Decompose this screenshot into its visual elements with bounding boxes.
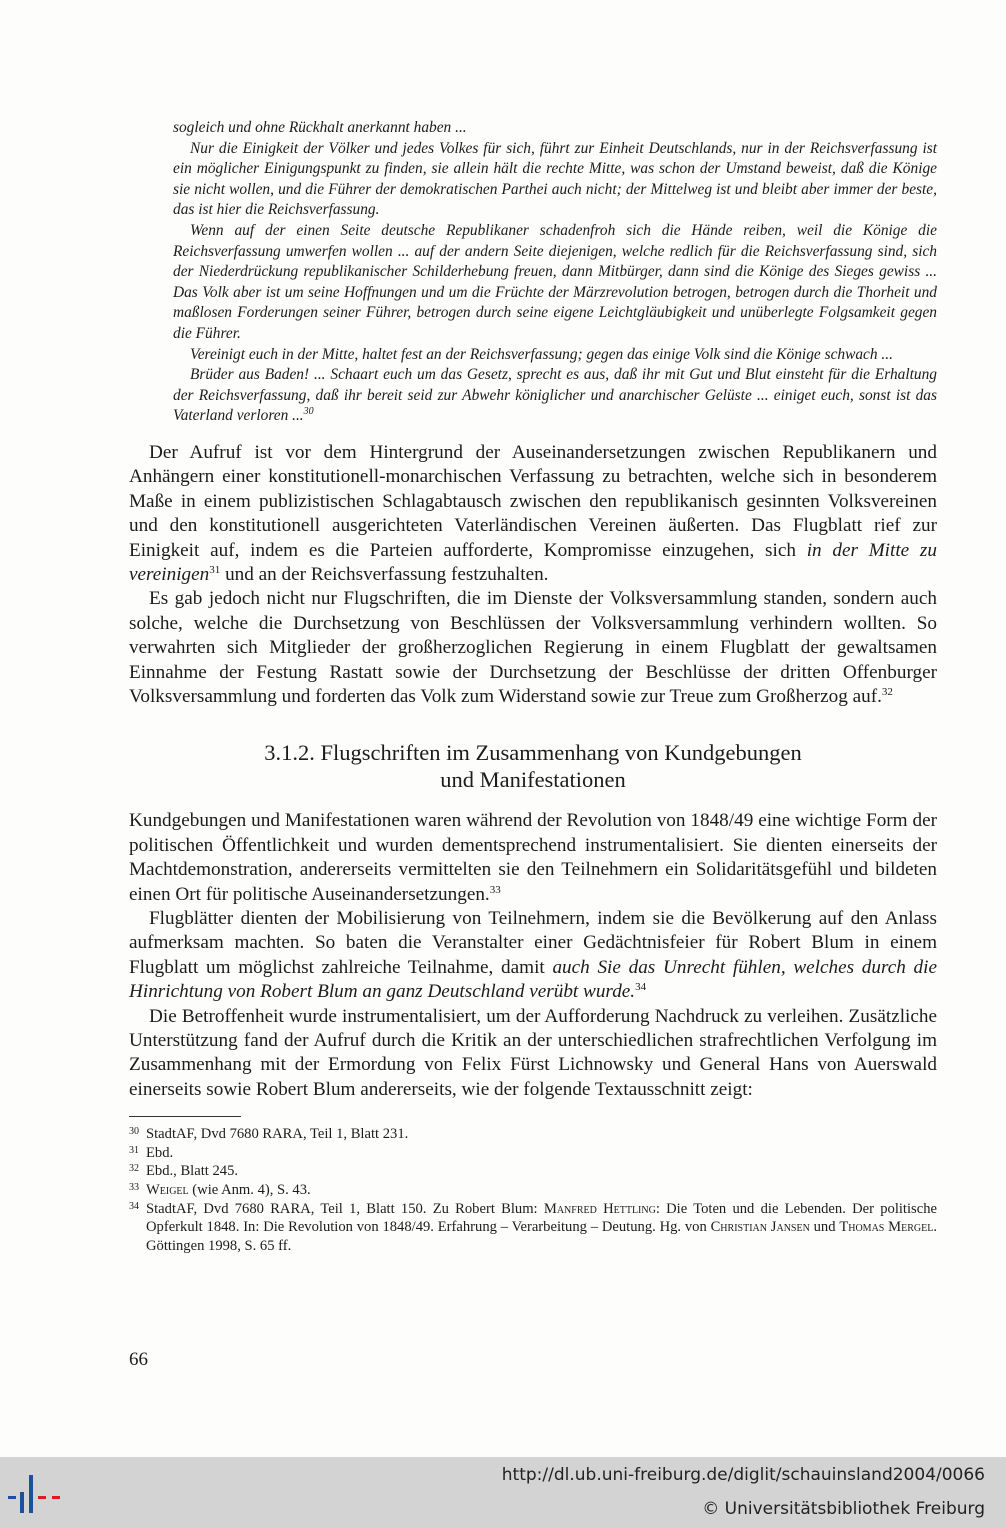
copyright-text: © Universitätsbibliothek Freiburg [702,1499,985,1519]
footnote-30 [129,1125,937,1144]
footnote-text: Ebd. [146,1144,174,1161]
quote-paragraph: Nur die Einigkeit der Völker und jedes Volkes für sich, führt zur Einheit Deutschlands, nur in der Reichsverfassung ist ein möglicher Einigungspunkt zu finden, sie allein hält die rechte Mitte, was schon der Umstand beweist, daß die Könige sie nicht wollen, und die Führer der demokratischen Parthei auch nicht; der Mittelweg ist und bleibt aber immer der beste, das ist hier die Reichsverfassung. [173,139,937,219]
author-name: Christian Jansen [710,1219,810,1236]
page-content [129,118,937,1255]
body-paragraph [129,907,937,1005]
heading-line: und Manifestationen [440,767,626,793]
footnote-number: 33 [129,1182,139,1194]
footnotes [129,1125,937,1255]
author-name: Thomas Mergel [839,1219,934,1236]
citation-text: . Göttingen 1998, S. 65 ff. [146,1219,938,1254]
footer-bar [0,1457,1006,1528]
section-heading [129,739,937,793]
footnote-ref: 33 [489,883,501,896]
paragraph-text: Der Aufruf ist vor dem Hintergrund der Auseinandersetzungen zwischen Republikanern und Anhängern einer konstitutionell-monarchischen Verfassung zu betrachten, welche sich in besonderem Maße in einem publizistischen Schlagabtausch zwischen den republikanisch gesinnten Volksvereinen und den konstitutionell ausgerichteten Vaterländischen Vereinen äußerten. Das Flugblatt rief zur Einigkeit auf, indem es die Parteien aufforderte, Kompromisse einzugehen, sich [129,441,937,561]
block-quote [173,118,937,427]
footnote-divider [129,1116,241,1117]
body-section-2 [129,809,937,1102]
footnote-32 [129,1162,937,1181]
body-paragraph [129,587,937,709]
quote-paragraph [173,365,937,427]
citation-text: : Die Toten und die Lebenden. Der politische Opferkult 1848. In: Die Revolution von 1848/49. Erfahrung – Verarbeitung – Deutung. Hg. von [146,1200,937,1236]
footnote-text: Ebd., Blatt 245. [146,1163,239,1180]
paragraph-text: Kundgebungen und Manifestationen waren während der Revolution von 1848/49 eine wichtige Form der politischen Öffentlichkeit und wurden dementsprechend instrumentalisiert. Sie dienten einerseits der Machtdemonstration, andererseits vermittelten sie den Teilnehmern ein Solidaritätsgefühl und bildeten einen Ort für politische Auseinandersetzungen. [129,810,937,905]
footnote-number: 32 [129,1163,139,1175]
footnote-31 [129,1144,937,1163]
quote-paragraph: Vereinigt euch in der Mitte, haltet fest an der Reichsverfassung; gegen das einige Volk sind die Könige schwach ... [190,345,893,363]
paragraph-text: Flugblätter dienten der Mobilisierung von Teilnehmern, indem sie die Bevölkerung auf den Anlass aufmerksam machten. So baten die Veranstalter einer Gedächtnisfeier für Robert Blum in einem Flugblatt um möglichst zahlreiche Teilnahme, damit [129,908,937,978]
quote-line: sogleich und ohne Rückhalt anerkannt haben ... [173,119,467,136]
footnote-33 [129,1181,937,1200]
document-url-link[interactable]: http://dl.ub.uni-freiburg.de/diglit/schauinsland2004/0066 [501,1465,985,1485]
footnote-number: 31 [129,1144,139,1156]
footnote-ref: 30 [303,406,314,418]
italic-quote: in der Mitte zu vereinigen [129,539,937,585]
quote-paragraph: Wenn auf der einen Seite deutsche Republikaner schadenfroh sich die Hände reiben, weil die Könige die Reichsverfassung umwerfen wollen ... auf der andern Seite diejenigen, welche redlich für die Reichsverfassung sind, sich der Niederdrückung republikanischer Schilderhebung freuen, dann Mitbürger, dann sind die Könige des Sieges gewiss ... Das Volk aber ist um seine Hoffnungen und um die Früchte der Märzrevolution betrogen, betrogen durch die Thorheit und maßlosen Forderungen seiner Führer, betrogen durch seine eigene Leichtgläubigkeit und unüberlegte Folgsamkeit gegen die Führer. [173,221,937,342]
footnote-text [146,1200,937,1256]
citation-text: und [809,1219,840,1236]
body-paragraph [129,441,937,587]
author-name: Manfred Hettling [543,1200,656,1217]
italic-quote: auch Sie das Unrecht fühlen, welches durch die Hinrichtung von Robert Blum an ganz Deutschland verübt wurde. [129,956,937,1003]
page-number: 66 [129,1349,148,1370]
body-paragraph: Die Betroffenheit wurde instrumentalisiert, um der Aufforderung Nachdruck zu verleihen. Zusätzliche Unterstützung fand der Aufruf durch die Kritik an der unterschiedlichen strafrechtlichen Verfolgung im Zusammenhang mit der Ermordung von Felix Fürst Lichnowsky und General Hans von Auerswald einerseits sowie Robert Blum andererseits, wie der folgende Textausschnitt zeigt: [129,1005,937,1100]
body-section-1 [129,441,937,709]
body-paragraph [129,809,937,907]
footnote-number: 30 [129,1126,139,1138]
heading-line: 3.1.2. Flugschriften im Zusammenhang von Kundgebungen [264,740,802,766]
footnote-34 [129,1200,937,1256]
footnote-text [146,1181,311,1200]
footnote-ref: 31 [209,563,221,576]
citation-text: (wie Anm. 4), S. 43. [188,1182,311,1199]
citation-text: StadtAF, Dvd 7680 RARA, Teil 1, Blatt 150. Zu Robert Blum: [146,1200,544,1217]
footnote-ref: 32 [881,685,893,698]
quote-text: Brüder aus Baden! ... Schaart euch um das Gesetz, sprecht es aus, daß ihr mit Gut und Blut einsteht für die Erhaltung der Reichsverfassung, daß ihr bereit seid zur Abwehr königlicher und anarchischer Gelüste ... einiget euch, sonst ist das Vaterland verloren ... [173,366,937,425]
footnote-text: StadtAF, Dvd 7680 RARA, Teil 1, Blatt 231. [146,1126,409,1143]
footnote-ref: 34 [635,981,647,994]
paragraph-text: und an der Reichsverfassung festzuhalten. [220,563,549,585]
ub-freiburg-logo-icon [8,1475,64,1515]
paragraph-text: Es gab jedoch nicht nur Flugschriften, die im Dienste der Volksversammlung standen, sondern auch solche, welche die Durchsetzung von Beschlüssen der Volksversammlung verhindern wollten. So verwahrten sich Mitglieder der großherzoglichen Regierung in einem Flugblatt der gewaltsamen Einnahme der Festung Rastatt sowie der Durchsetzung der Beschlüsse der dritten Offenburger Volksversammlung und forderten das Volk zum Widerstand sowie zur Treue zum Großherzog auf. [129,588,937,707]
author-name: Weigel [146,1182,189,1199]
footnote-number: 34 [129,1200,139,1212]
